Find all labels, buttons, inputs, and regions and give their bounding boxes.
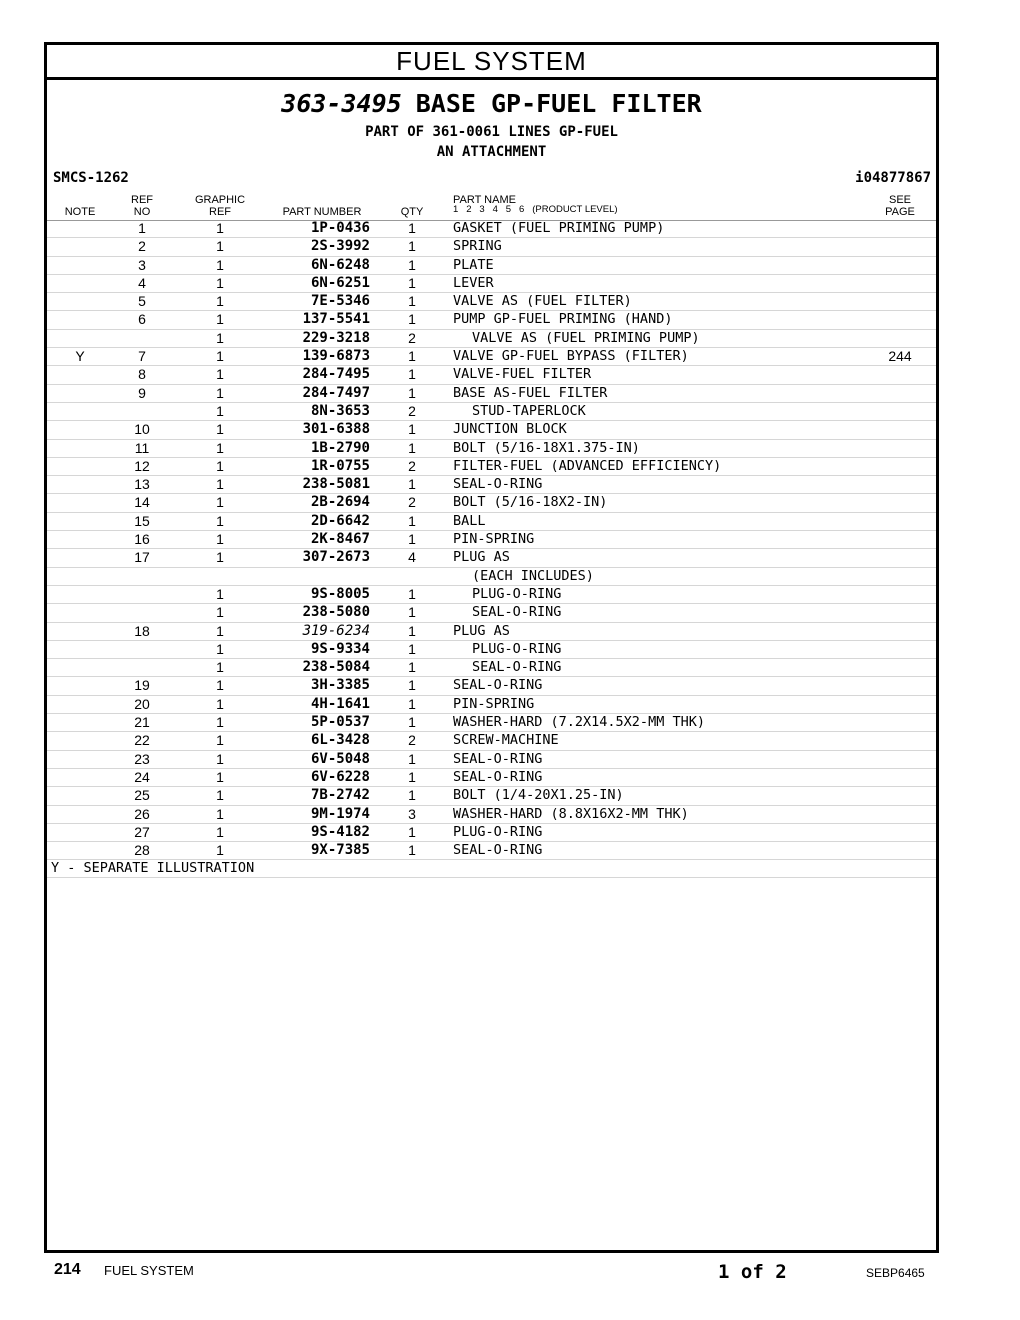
row-ref-no: 23 (134, 750, 150, 767)
row-part-name: BOLT (5/16-18X1.375-IN) (453, 439, 640, 456)
row-qty: 1 (408, 659, 416, 676)
row-ref-no: 14 (134, 494, 150, 511)
row-part-name: SEAL-O-RING (453, 842, 543, 859)
row-qty: 1 (408, 768, 416, 785)
row-part-number: 9S-9334 (310, 640, 370, 657)
table-row (47, 769, 936, 787)
row-part-number: 9S-8005 (310, 585, 370, 602)
col-part-name: PART NAME (453, 194, 516, 206)
col-see-top: SEE (888, 194, 911, 206)
row-qty: 1 (408, 421, 416, 438)
row-qty: 1 (408, 439, 416, 456)
parts-table (47, 220, 936, 860)
row-graphic-ref: 1 (216, 256, 224, 273)
row-part-name: FILTER-FUEL (ADVANCED EFFICIENCY) (453, 457, 722, 474)
row-part-number: 137-5541 (302, 311, 370, 328)
assembly-title (47, 89, 936, 118)
row-qty: 1 (408, 750, 416, 767)
col-graphic-bottom: REF (209, 206, 231, 218)
row-part-number: 6V-5048 (310, 750, 370, 767)
table-row (47, 238, 936, 256)
footnote: Y - SEPARATE ILLUSTRATION (47, 860, 936, 878)
row-graphic-ref: 1 (216, 585, 224, 602)
row-qty: 2 (408, 732, 416, 749)
row-part-name: PLUG-O-RING (472, 585, 562, 602)
row-part-name: SEAL-O-RING (453, 750, 543, 767)
row-graphic-ref: 1 (216, 842, 224, 859)
row-graphic-ref: 1 (216, 659, 224, 676)
row-part-number: 1P-0436 (310, 220, 370, 236)
smcs-code: SMCS-1262 (53, 170, 129, 186)
row-ref-no: 17 (134, 549, 150, 566)
page-number: 214 (54, 1261, 81, 1278)
table-row (47, 659, 936, 677)
row-part-number: 229-3218 (302, 329, 370, 346)
row-ref-no: 4 (138, 274, 146, 291)
table-row (47, 641, 936, 659)
row-ref-no: 22 (134, 732, 150, 749)
row-part-name: PLATE (453, 256, 494, 273)
row-ref-no: 15 (134, 512, 150, 529)
row-part-number: 139-6873 (302, 348, 370, 365)
row-qty: 1 (408, 823, 416, 840)
row-graphic-ref: 1 (216, 622, 224, 639)
row-part-name: SPRING (453, 238, 502, 255)
table-row (47, 568, 936, 586)
table-row (47, 440, 936, 458)
table-row (47, 348, 936, 366)
row-part-number: 7B-2742 (310, 787, 370, 804)
row-qty: 4 (408, 549, 416, 566)
row-part-number: 2D-6642 (310, 512, 370, 529)
row-part-number: 284-7495 (302, 366, 370, 383)
row-graphic-ref: 1 (216, 604, 224, 621)
table-row (47, 549, 936, 567)
row-part-name: GASKET (FUEL PRIMING PUMP) (453, 220, 665, 236)
row-part-name: SCREW-MACHINE (453, 732, 559, 749)
row-ref-no: 28 (134, 842, 150, 859)
row-qty: 1 (408, 640, 416, 657)
table-row (47, 787, 936, 805)
row-qty: 1 (408, 585, 416, 602)
table-row (47, 513, 936, 531)
table-row (47, 696, 936, 714)
row-graphic-ref: 1 (216, 421, 224, 438)
row-part-number: 1B-2790 (310, 439, 370, 456)
row-ref-no: 5 (138, 293, 146, 310)
table-row (47, 330, 936, 348)
row-graphic-ref: 1 (216, 787, 224, 804)
table-row (47, 476, 936, 494)
table-row (47, 824, 936, 842)
row-part-number: 8N-3653 (310, 402, 370, 419)
row-part-name: (EACH INCLUDES) (472, 567, 594, 584)
row-ref-no: 9 (138, 384, 146, 401)
row-part-number: 6N-6248 (310, 256, 370, 273)
row-part-number: 6L-3428 (310, 732, 370, 749)
row-qty: 1 (408, 311, 416, 328)
row-ref-no: 13 (134, 476, 150, 493)
row-part-number: 301-6388 (302, 421, 370, 438)
column-headers (47, 192, 936, 221)
row-part-number: 9S-4182 (310, 823, 370, 840)
table-row (47, 623, 936, 641)
parts-header (47, 80, 936, 220)
row-part-number: 319-6234 (302, 622, 370, 639)
row-part-name: VALVE-FUEL FILTER (453, 366, 592, 383)
row-qty: 1 (408, 622, 416, 639)
col-see-bottom: PAGE (885, 206, 915, 218)
row-ref-no: 1 (138, 220, 146, 236)
row-part-name: PLUG AS (453, 549, 510, 566)
row-see-page: 244 (888, 348, 912, 365)
row-qty: 2 (408, 457, 416, 474)
row-qty: 1 (408, 476, 416, 493)
row-part-name: SEAL-O-RING (453, 677, 543, 694)
page-of-indicator: 1 of 2 (718, 1261, 787, 1283)
row-part-name: SEAL-O-RING (453, 768, 543, 785)
row-ref-no: 10 (134, 421, 150, 438)
row-part-number: 2S-3992 (310, 238, 370, 255)
row-part-number: 284-7497 (302, 384, 370, 401)
row-part-name: STUD-TAPERLOCK (472, 402, 586, 419)
row-part-name: SEAL-O-RING (472, 604, 562, 621)
row-ref-no: 25 (134, 787, 150, 804)
row-part-name: PUMP GP-FUEL PRIMING (HAND) (453, 311, 673, 328)
table-row (47, 220, 936, 238)
row-graphic-ref: 1 (216, 329, 224, 346)
row-part-number: 6V-6228 (310, 768, 370, 785)
row-part-number: 6N-6251 (310, 274, 370, 291)
table-row (47, 732, 936, 750)
col-ref-top: REF (131, 194, 153, 206)
col-note: NOTE (64, 206, 96, 218)
row-part-name: PIN-SPRING (453, 531, 535, 548)
row-qty: 1 (408, 238, 416, 255)
row-ref-no: 27 (134, 823, 150, 840)
row-graphic-ref: 1 (216, 823, 224, 840)
row-qty: 1 (408, 695, 416, 712)
row-part-number: 7E-5346 (310, 293, 370, 310)
row-qty: 1 (408, 677, 416, 694)
table-row (47, 458, 936, 476)
row-part-name: JUNCTION BLOCK (453, 421, 567, 438)
row-graphic-ref: 1 (216, 494, 224, 511)
row-ref-no: 18 (134, 622, 150, 639)
row-qty: 1 (408, 256, 416, 273)
row-graphic-ref: 1 (216, 311, 224, 328)
row-graphic-ref: 1 (216, 640, 224, 657)
row-ref-no: 24 (134, 768, 150, 785)
row-note: Y (75, 348, 85, 365)
row-part-name: VALVE GP-FUEL BYPASS (FILTER) (453, 348, 689, 365)
table-row (47, 257, 936, 275)
row-ref-no: 7 (138, 348, 146, 365)
table-row (47, 806, 936, 824)
table-row (47, 311, 936, 329)
row-graphic-ref: 1 (216, 531, 224, 548)
row-graphic-ref: 1 (216, 677, 224, 694)
col-product-levels: 1 2 3 4 5 6 (PRODUCT LEVEL) (453, 204, 618, 215)
row-part-name: BOLT (1/4-20X1.25-IN) (453, 787, 624, 804)
row-ref-no: 16 (134, 531, 150, 548)
row-part-name: VALVE AS (FUEL PRIMING PUMP) (472, 329, 700, 346)
row-part-name: BALL (453, 512, 486, 529)
row-part-number: 1R-0755 (310, 457, 370, 474)
row-part-number: 5P-0537 (310, 714, 370, 731)
document-id: SEBP6465 (866, 1266, 925, 1280)
table-row (47, 293, 936, 311)
row-part-number: 2B-2694 (310, 494, 370, 511)
row-part-number: 2K-8467 (310, 531, 370, 548)
table-row (47, 385, 936, 403)
row-qty: 2 (408, 402, 416, 419)
row-part-name: BASE AS-FUEL FILTER (453, 384, 608, 401)
row-part-number: 238-5084 (302, 659, 370, 676)
row-ref-no: 2 (138, 238, 146, 255)
row-ref-no: 26 (134, 805, 150, 822)
table-row (47, 604, 936, 622)
row-graphic-ref: 1 (216, 402, 224, 419)
row-graphic-ref: 1 (216, 732, 224, 749)
row-part-name: PIN-SPRING (453, 695, 535, 712)
row-qty: 1 (408, 714, 416, 731)
row-graphic-ref: 1 (216, 750, 224, 767)
col-qty: QTY (400, 206, 424, 218)
row-ref-no: 21 (134, 714, 150, 731)
section-title: FUEL SYSTEM (47, 45, 936, 80)
row-qty: 1 (408, 348, 416, 365)
col-part-number: PART NUMBER (282, 206, 362, 218)
row-part-name: SEAL-O-RING (472, 659, 562, 676)
row-graphic-ref: 1 (216, 384, 224, 401)
attachment-line: AN ATTACHMENT (436, 144, 547, 160)
row-graphic-ref: 1 (216, 439, 224, 456)
row-graphic-ref: 1 (216, 238, 224, 255)
row-part-name: SEAL-O-RING (453, 476, 543, 493)
row-graphic-ref: 1 (216, 768, 224, 785)
row-ref-no: 3 (138, 256, 146, 273)
row-part-name: PLUG-O-RING (453, 823, 543, 840)
assembly-part-number: 363-3495 (281, 89, 402, 118)
footer-section: FUEL SYSTEM (104, 1263, 194, 1278)
row-part-name: LEVER (453, 274, 494, 291)
row-ref-no: 19 (134, 677, 150, 694)
table-row (47, 714, 936, 732)
col-ref-bottom: NO (133, 206, 151, 218)
row-qty: 1 (408, 384, 416, 401)
row-ref-no: 8 (138, 366, 146, 383)
row-part-number: 9X-7385 (310, 842, 370, 859)
row-part-name: PLUG AS (453, 622, 510, 639)
table-row (47, 275, 936, 293)
row-ref-no: 6 (138, 311, 146, 328)
row-graphic-ref: 1 (216, 293, 224, 310)
table-row (47, 842, 936, 860)
row-qty: 2 (408, 329, 416, 346)
row-ref-no: 11 (134, 439, 150, 456)
row-qty: 3 (408, 805, 416, 822)
row-graphic-ref: 1 (216, 714, 224, 731)
row-graphic-ref: 1 (216, 348, 224, 365)
table-row (47, 366, 936, 384)
row-part-number: 238-5081 (302, 476, 370, 493)
row-part-name: BOLT (5/16-18X2-IN) (453, 494, 608, 511)
table-row (47, 421, 936, 439)
row-part-number: 238-5080 (302, 604, 370, 621)
row-part-number: 4H-1641 (310, 695, 370, 712)
table-row (47, 531, 936, 549)
row-part-number: 9M-1974 (310, 805, 370, 822)
table-row (47, 677, 936, 695)
row-qty: 1 (408, 220, 416, 236)
parts-list-frame (44, 42, 939, 1253)
row-qty: 1 (408, 512, 416, 529)
table-row (47, 586, 936, 604)
row-graphic-ref: 1 (216, 549, 224, 566)
row-part-name: WASHER-HARD (8.8X16X2-MM THK) (453, 805, 689, 822)
row-graphic-ref: 1 (216, 220, 224, 236)
row-part-name: VALVE AS (FUEL FILTER) (453, 293, 632, 310)
row-graphic-ref: 1 (216, 366, 224, 383)
row-graphic-ref: 1 (216, 805, 224, 822)
assembly-part-name: BASE GP-FUEL FILTER (415, 89, 702, 118)
page-footer (0, 1261, 1020, 1285)
table-row (47, 494, 936, 512)
row-qty: 1 (408, 787, 416, 804)
row-qty: 1 (408, 274, 416, 291)
row-qty: 1 (408, 293, 416, 310)
row-graphic-ref: 1 (216, 476, 224, 493)
row-ref-no: 12 (134, 457, 150, 474)
row-ref-no: 20 (134, 695, 150, 712)
part-of-line: PART OF 361-0061 LINES GP-FUEL (365, 124, 618, 140)
row-part-number: 3H-3385 (310, 677, 370, 694)
illustration-id: i04877867 (855, 170, 931, 186)
table-row (47, 751, 936, 769)
row-qty: 1 (408, 604, 416, 621)
row-qty: 1 (408, 842, 416, 859)
row-graphic-ref: 1 (216, 512, 224, 529)
row-qty: 1 (408, 366, 416, 383)
row-graphic-ref: 1 (216, 695, 224, 712)
row-part-name: WASHER-HARD (7.2X14.5X2-MM THK) (453, 714, 705, 731)
row-qty: 2 (408, 494, 416, 511)
table-row (47, 403, 936, 421)
row-part-number: 307-2673 (302, 549, 370, 566)
col-graphic-top: GRAPHIC (194, 194, 246, 206)
row-graphic-ref: 1 (216, 457, 224, 474)
row-graphic-ref: 1 (216, 274, 224, 291)
row-part-name: PLUG-O-RING (472, 640, 562, 657)
row-qty: 1 (408, 531, 416, 548)
